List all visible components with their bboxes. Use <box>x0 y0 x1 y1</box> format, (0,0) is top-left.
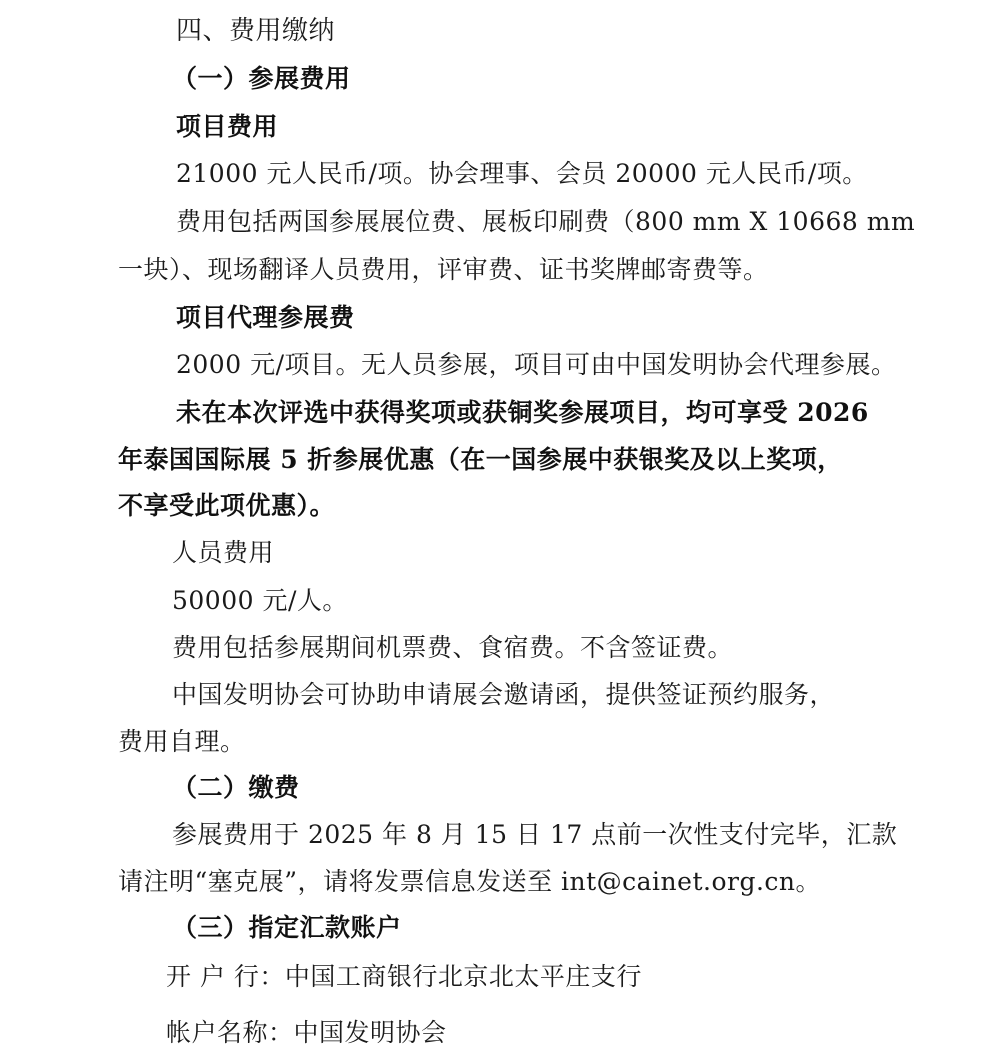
project-fee-price: 21000 元人民币/项。协会理事、会员 20000 元人民币/项。 <box>176 159 868 188</box>
personnel-fee-includes: 费用包括参展期间机票费、食宿费。不含签证费。 <box>172 633 734 662</box>
visa-assist-line1: 中国发明协会可协助申请展会邀请函，提供签证预约服务， <box>172 680 836 709</box>
payment-line1: 参展费用于 2025 年 8 月 15 日 17 点前一次性支付完毕，汇款 <box>172 820 898 849</box>
payment-line2: 请注明“塞克展”，请将发票信息发送至 int@cainet.org.cn。 <box>118 867 821 896</box>
project-fee-heading: 项目费用 <box>176 112 279 141</box>
discount-note-line3: 不享受此项优惠）。 <box>118 491 336 520</box>
discount-note-line1: 未在本次评选中获得奖项或获铜奖参展项目，均可享受 2026 <box>176 398 869 427</box>
project-fee-includes-line2: 一块）、现场翻译人员费用，评审费、证书奖牌邮寄费等。 <box>118 255 769 284</box>
visa-assist-line2: 费用自理。 <box>118 727 246 756</box>
exhibit-fee-heading: （一）参展费用 <box>172 64 351 93</box>
account-name: 帐户名称：中国发明协会 <box>166 1018 447 1047</box>
discount-note-line2: 年泰国国际展 5 折参展优惠（在一国参展中获银奖及以上奖项， <box>118 445 843 474</box>
section-title: 四、费用缴纳 <box>176 16 336 46</box>
account-heading: （三）指定汇款账户 <box>172 913 402 942</box>
agency-fee-heading: 项目代理参展费 <box>176 303 355 332</box>
personnel-fee-heading: 人员费用 <box>172 538 275 567</box>
account-bank: 开 户 行：中国工商银行北京北太平庄支行 <box>166 962 642 991</box>
agency-fee-price: 2000 元/项目。无人员参展，项目可由中国发明协会代理参展。 <box>176 350 897 379</box>
project-fee-includes-line1: 费用包括两国参展展位费、展板印刷费（800 mm X 10668 mm <box>176 207 916 236</box>
payment-heading: （二）缴费 <box>172 773 300 802</box>
personnel-fee-price: 50000 元/人。 <box>172 586 348 615</box>
